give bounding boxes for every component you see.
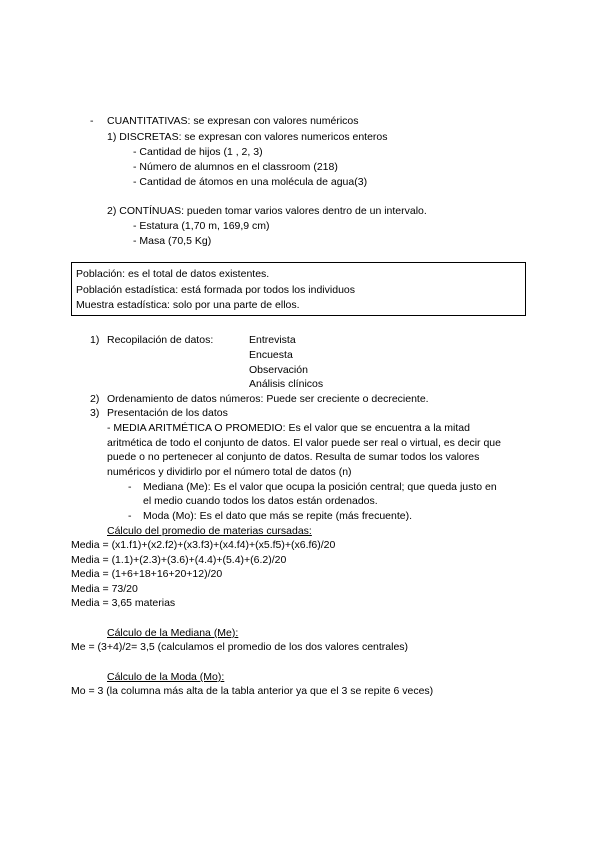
continuous-heading: 2) CONTÍNUAS: pueden tomar varios valores dentro de un intervalo.	[107, 205, 427, 217]
moda-calc-heading: Cálculo de la Moda (Mo):	[107, 671, 225, 683]
step-text: Presentación de los datos	[107, 407, 228, 419]
continuous-item: - Estatura (1,70 m, 169,9 cm)	[133, 220, 270, 232]
bullet-dash: -	[128, 510, 132, 522]
definition-line: Muestra estadística: solo por una parte de ellos.	[76, 299, 300, 311]
media-paragraph-line: - MEDIA ARITMÉTICA O PROMEDIO: Es el valor que se encuentra a la mitad	[107, 422, 470, 434]
mediana-calc-line: Me = (3+4)/2= 3,5 (calculamos el promedio de los dos valores centrales)	[71, 641, 409, 653]
media-paragraph-line: puede o no pertenecer al conjunto de datos. Resulta de sumar todos los valores	[107, 451, 480, 463]
step-number: 2)	[90, 393, 100, 405]
mediana-calc-heading: Cálculo de la Mediana (Me):	[107, 627, 239, 639]
definition-line: Población: es el total de datos existentes.	[76, 268, 270, 280]
continuous-item: - Masa (70,5 Kg)	[133, 235, 212, 247]
discrete-item: - Cantidad de átomos en una molécula de agua(3)	[133, 176, 368, 188]
step-number: 1)	[90, 334, 100, 346]
media-calc-line: Media = (1+6+18+16+20+12)/20	[71, 568, 223, 580]
bullet-dash: -	[128, 481, 132, 493]
method-item: Entrevista	[249, 334, 296, 346]
method-item: Observación	[249, 364, 308, 376]
step-label: Recopilación de datos:	[107, 334, 214, 346]
quantitative-title: CUANTITATIVAS: se expresan con valores numéricos	[107, 115, 359, 127]
media-paragraph-line: aritmética de todo el conjunto de datos. El valor puede ser real o virtual, es decir que	[107, 437, 501, 449]
step-text: Ordenamiento de datos números: Puede ser creciente o decreciente.	[107, 393, 429, 405]
discrete-item: - Número de alumnos en el classroom (218)	[133, 161, 338, 173]
media-calc-heading: Cálculo del promedio de materias cursadas:	[107, 525, 312, 537]
media-calc-line: Media = 3,65 materias	[71, 597, 176, 609]
mediana-definition-line: el medio cuando todos los datos están ordenados.	[143, 495, 378, 507]
media-calc-line: Media = 73/20	[71, 583, 138, 595]
bullet-dash: -	[90, 115, 94, 127]
media-paragraph-line: numéricos y dividirlo por el número total de datos (n)	[107, 466, 352, 478]
media-calc-line: Media = (x1.f1)+(x2.f2)+(x3.f3)+(x4.f4)+(x5.f5)+(x6.f6)/20	[71, 539, 336, 551]
discrete-item: - Cantidad de hijos (1 , 2, 3)	[133, 146, 263, 158]
moda-definition-line: Moda (Mo): Es el dato que más se repite (más frecuente).	[143, 510, 413, 522]
method-item: Análisis clínicos	[249, 378, 324, 390]
definition-line: Población estadística: está formada por todos los individuos	[76, 284, 355, 296]
step-number: 3)	[90, 407, 100, 419]
method-item: Encuesta	[249, 349, 293, 361]
discrete-heading: 1) DISCRETAS: se expresan con valores numericos enteros	[107, 131, 388, 143]
moda-calc-line: Mo = 3 (la columna más alta de la tabla anterior ya que el 3 se repite 6 veces)	[71, 685, 434, 697]
mediana-definition-line: Mediana (Me): Es el valor que ocupa la posición central; que queda justo en	[143, 481, 497, 493]
media-calc-line: Media = (1.1)+(2.3)+(3.6)+(4.4)+(5.4)+(6.2)/20	[71, 554, 287, 566]
